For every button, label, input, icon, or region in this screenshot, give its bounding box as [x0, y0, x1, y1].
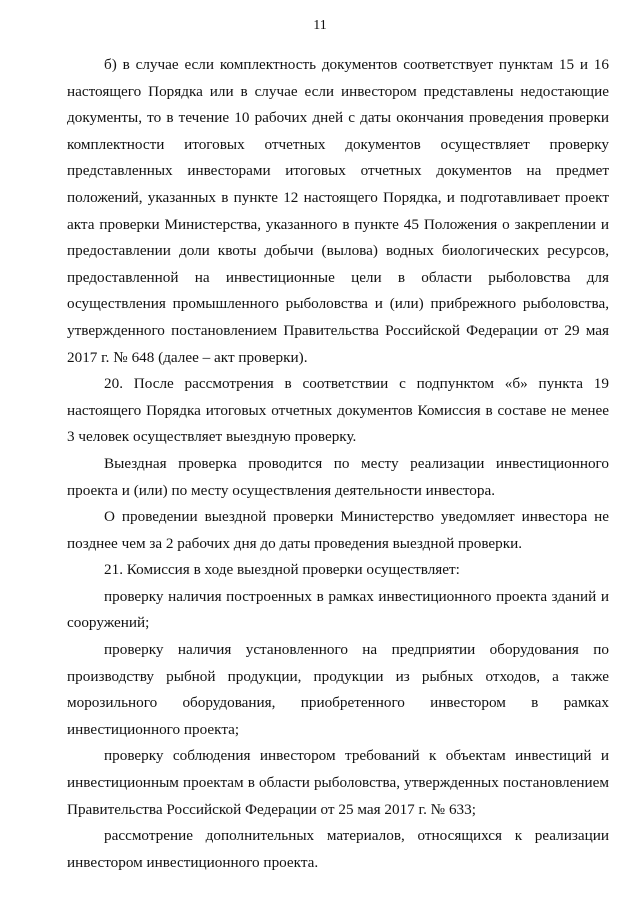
- document-body: [67, 52, 609, 876]
- list-item-equipment-check: проверку наличия установленного на предприятии оборудования по производству рыбной продукции, продукции из рыбных отходов, а также морозильного оборудования, приобретенного инвестором в рамках инвестиционного проекта;: [67, 641, 609, 738]
- paragraph-19b: б) в случае если комплектность документов соответствует пунктам 15 и 16 настоящего Порядка или в случае если инвестором представлены недостающие документы, то в течение 10 рабочих дней с даты окончания проведения проверки комплектности итоговых отчетных документов осуществляет проверку представленных инвесторами итоговых отчетных документов на предмет положений, указанных в пункте 12 настоящего Порядка, и подготавливает проект акта проверки Министерства, указанного в пункте 45 Положения о закреплении и предоставлении доли квоты добычи (вылова) водных биологических ресурсов, предоставленной на инвестиционные цели в области рыболовства для осуществления промышленного рыболовства и (или) прибрежного рыболовства, утвержденного постановлением Правительства Российской Федерации от 29 мая 2017 г. № 648 (далее – акт проверки).: [67, 56, 609, 366]
- list-item-requirements-check: проверку соблюдения инвестором требований к объектам инвестиций и инвестиционным проектам в области рыболовства, утвержденных постановлением Правительства Российской Федерации от 25 мая 2017 г. № 633;: [67, 747, 609, 818]
- paragraph-inspection-location: Выездная проверка проводится по месту реализации инвестиционного проекта и (или) по месту осуществления деятельности инвестора.: [67, 454, 609, 499]
- paragraph-21: 21. Комиссия в ходе выездной проверки осуществляет:: [104, 561, 460, 579]
- paragraph-notification: О проведении выездной проверки Министерство уведомляет инвестора не позднее чем за 2 рабочих дня до даты проведения выездной проверки.: [67, 508, 609, 552]
- list-item-additional-materials: рассмотрение дополнительных материалов, относящихся к реализации инвестором инвестиционного проекта.: [67, 827, 609, 871]
- paragraph-20: 20. После рассмотрения в соответствии с подпунктом «б» пункта 19 настоящего Порядка итоговых отчетных документов Комиссия в составе не менее 3 человек осуществляет выездную проверку.: [67, 375, 609, 446]
- list-item-buildings-check: проверку наличия построенных в рамках инвестиционного проекта зданий и сооружений;: [67, 587, 609, 632]
- page-number: 11: [313, 18, 327, 33]
